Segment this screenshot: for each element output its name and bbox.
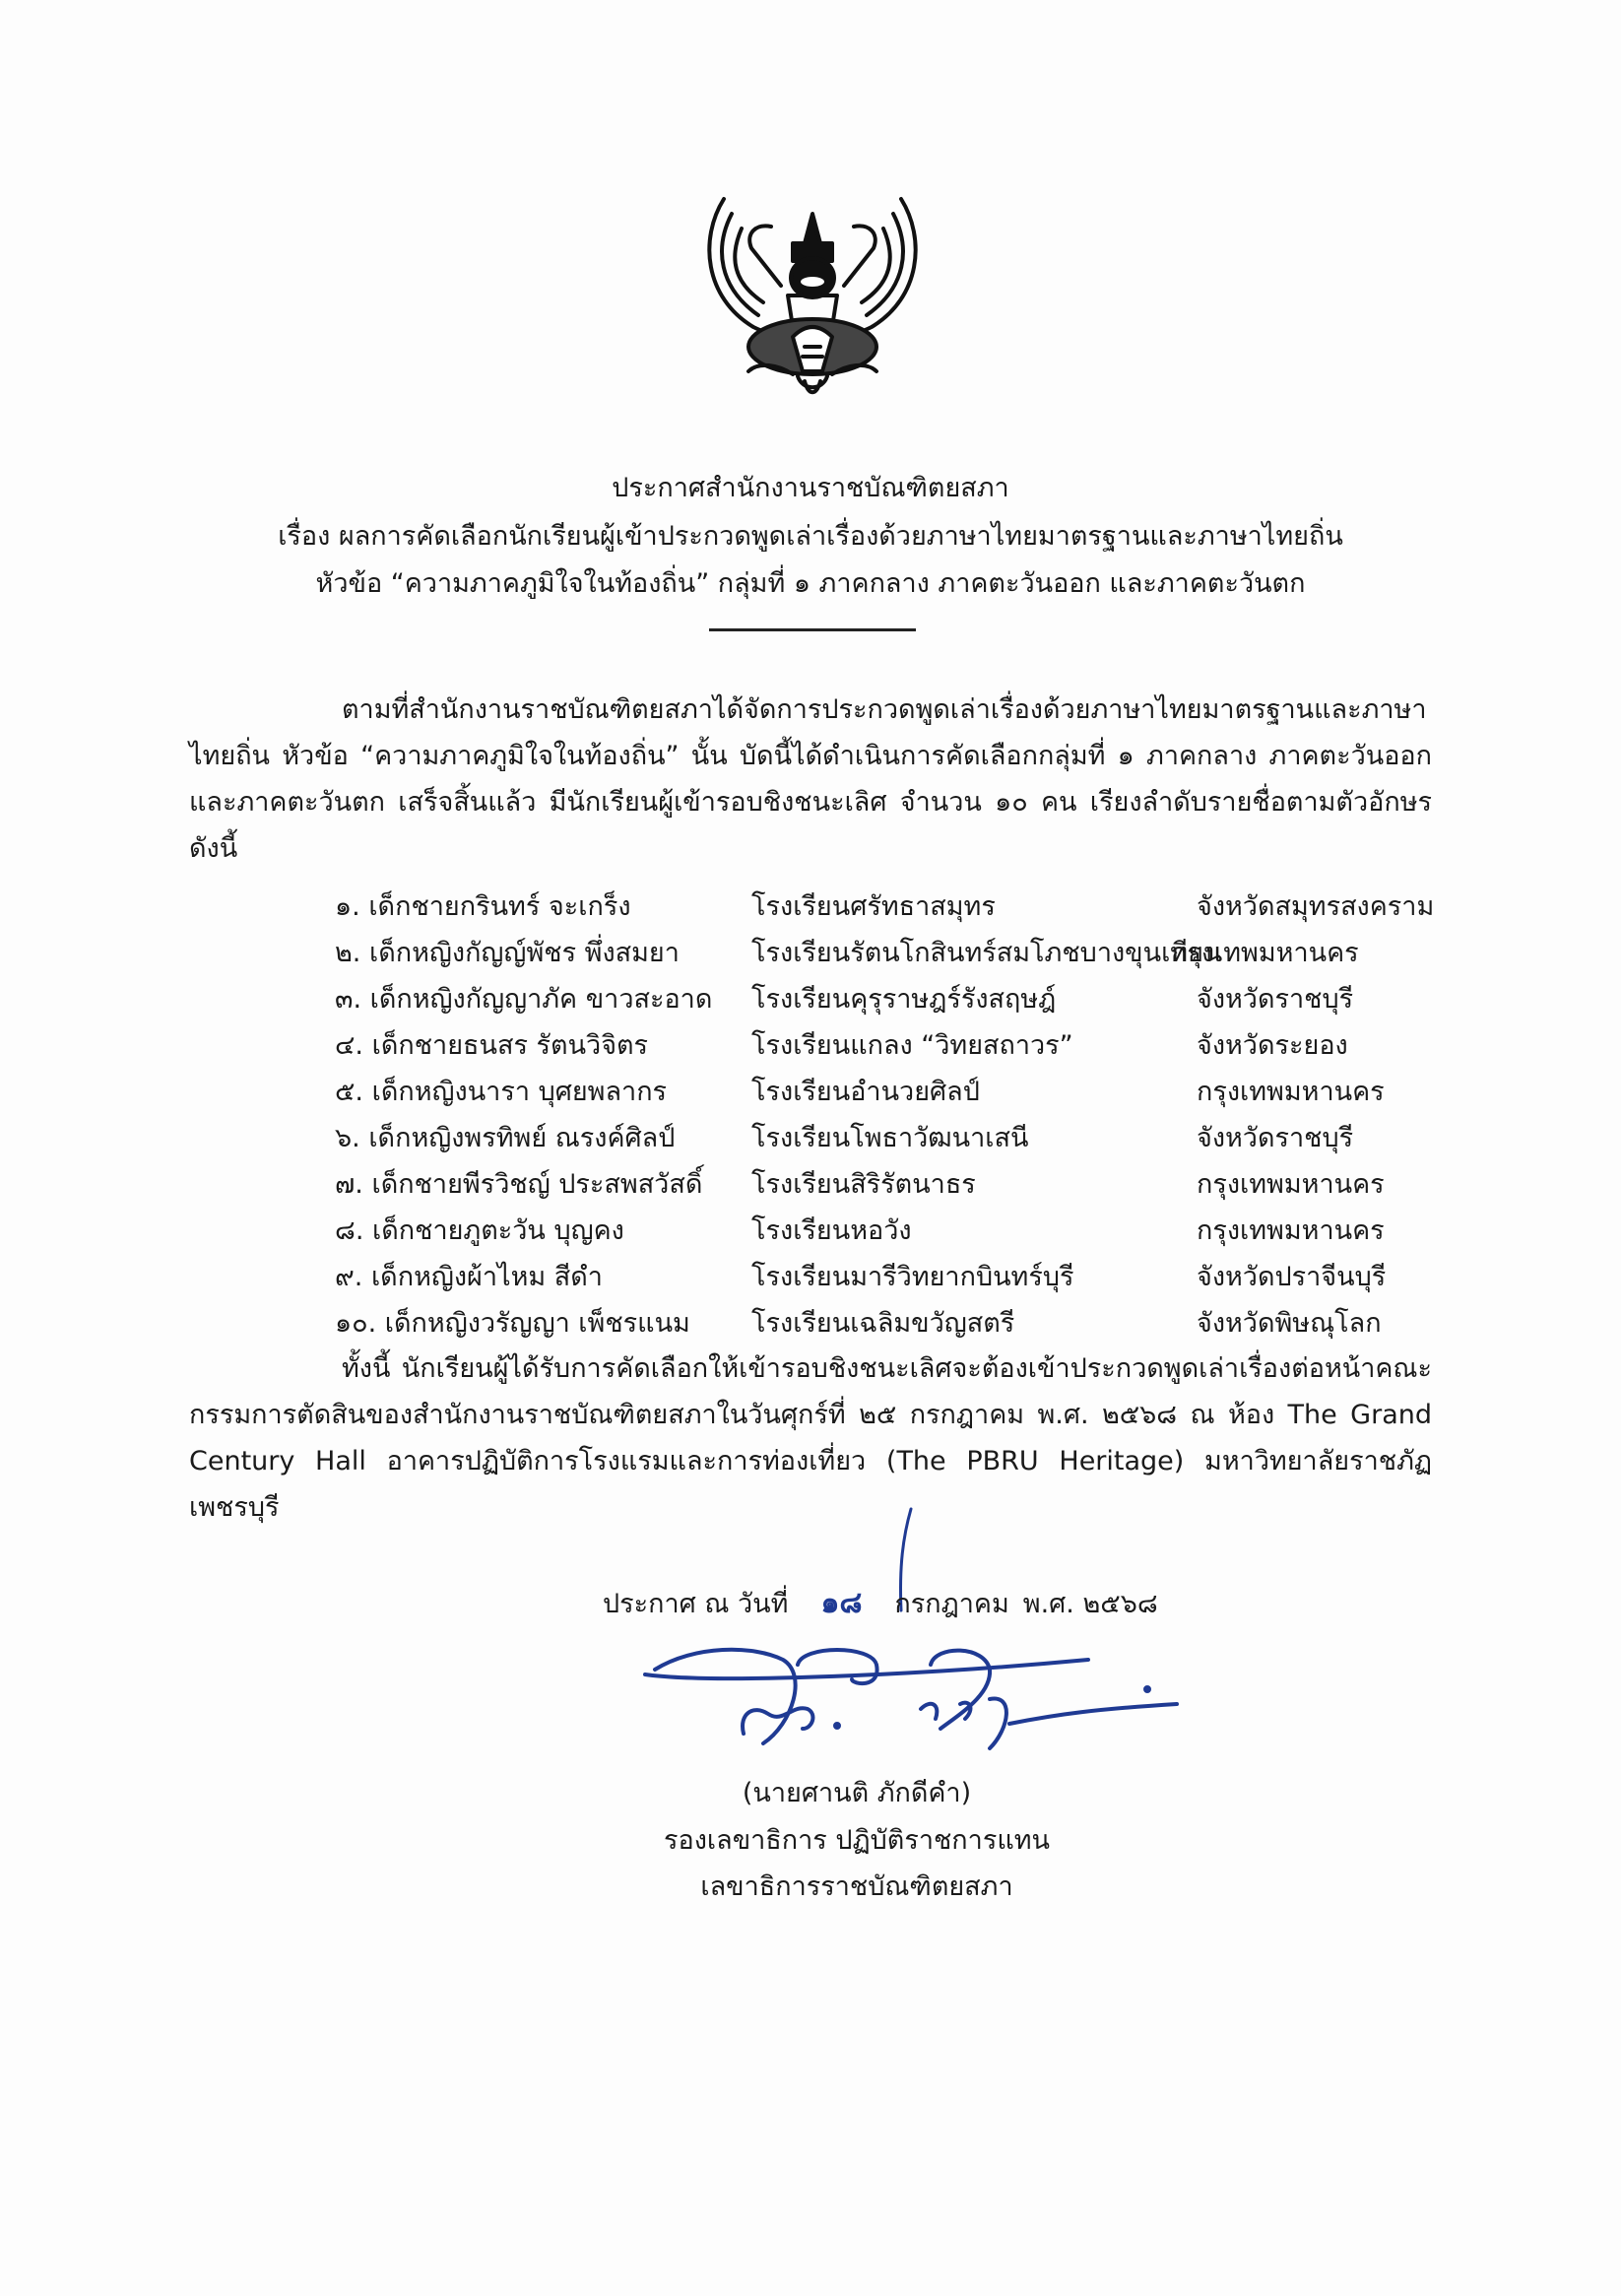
list-item	[335, 930, 1477, 976]
list-item	[335, 1254, 1477, 1300]
province: กรุงเทพมหานคร	[1197, 1077, 1385, 1107]
province: จังหวัดปราจีนบุรี	[1197, 1262, 1387, 1292]
list-item	[335, 1022, 1477, 1069]
item-number: ๑๐.	[335, 1308, 377, 1339]
announcement-subject: เรื่อง ผลการคัดเลือกนักเรียนผู้เข้าประกวดพูดเล่าเรื่องด้วยภาษาไทยมาตรฐานและภาษาไทยถิ่น	[278, 521, 1343, 552]
handwritten-day: ๑๘	[820, 1586, 863, 1620]
list-item	[335, 1208, 1477, 1254]
intro-paragraph-text: ตามที่สำนักงานราชบัณฑิตยสภาได้จัดการประกวดพูดเล่าเรื่องด้วยภาษาไทยมาตรฐานและภาษาไทยถิ่น หัวข้อ “ความภาคภูมิใจในท้องถิ่น” นั้น บัดนี้ได้ดำเนินการคัดเลือกกลุ่มที่ ๑ ภาคกลาง ภาคตะวันออก และภาคตะวันตก เสร็จสิ้นแล้ว มีนักเรียนผู้เข้ารอบชิงชนะเลิศ จำนวน ๑๐ คน เรียงลำดับรายชื่อตามตัวอักษร ดังนี้	[189, 694, 1432, 864]
signatory-name: (นายศานติ ภักดีคำ)	[742, 1778, 972, 1808]
title-divider	[709, 628, 916, 631]
item-number: ๕.	[335, 1077, 364, 1107]
student-name: เด็กหญิงกัญญ์พัชร พึ่งสมยา	[368, 938, 680, 968]
school-name: โรงเรียนเฉลิมขวัญสตรี	[751, 1308, 1015, 1339]
announcement-title: ประกาศสำนักงานราชบัณฑิตยสภา	[612, 473, 1009, 503]
item-number: ๔.	[335, 1030, 364, 1061]
province: จังหวัดสมุทรสงคราม	[1197, 891, 1435, 922]
province: จังหวัดราชบุรี	[1197, 984, 1354, 1015]
signatory-position: รองเลขาธิการ ปฏิบัติราชการแทน	[664, 1825, 1050, 1856]
date-prefix: ประกาศ ณ วันที่	[603, 1589, 789, 1619]
province: จังหวัดราชบุรี	[1197, 1123, 1354, 1153]
province: กรุงเทพมหานคร	[1197, 1169, 1385, 1200]
province: จังหวัดระยอง	[1197, 1030, 1348, 1061]
student-name: เด็กหญิงนารา บุศยพลากร	[371, 1077, 668, 1107]
item-number: ๑.	[335, 891, 360, 922]
province: กรุงเทพมหานคร	[1197, 1215, 1385, 1246]
closing-paragraph-text: ทั้งนี้ นักเรียนผู้ได้รับการคัดเลือกให้เข้ารอบชิงชนะเลิศจะต้องเข้าประกวดพูดเล่าเรื่องต่อหน้าคณะกรรมการตัดสินของสำนักงานราชบัณฑิตยสภาในวันศุกร์ที่ ๒๕ กรกฎาคม พ.ศ. ๒๕๖๘ ณ ห้อง The Grand Century Hall อาคารปฏิบัติการโรงแรมและการท่องเที่ยว (The PBRU Heritage) มหาวิทยาลัยราชภัฏเพชรบุรี	[189, 1353, 1432, 1523]
student-name: เด็กหญิงผ้าไหม สีดำ	[370, 1262, 603, 1292]
item-number: ๓.	[335, 984, 362, 1015]
garuda-emblem-icon	[694, 179, 931, 401]
school-name: โรงเรียนมารีวิทยากบินทร์บุรี	[751, 1262, 1074, 1292]
intro-paragraph	[189, 687, 1432, 872]
list-item	[335, 1161, 1477, 1208]
list-item	[335, 976, 1477, 1022]
school-name: โรงเรียนรัตนโกสินทร์สมโภชบางขุนเทียน	[751, 938, 1222, 968]
item-number: ๖.	[335, 1123, 360, 1153]
date-year: พ.ศ. ๒๕๖๘	[1022, 1589, 1158, 1619]
closing-paragraph	[189, 1345, 1432, 1531]
list-item	[335, 884, 1477, 930]
student-name: เด็กชายพีรวิชญ์ ประสพสวัสดิ์	[371, 1169, 703, 1200]
date-month: กรกฎาคม	[894, 1589, 1009, 1619]
student-name: เด็กหญิงวรัญญา เพ็ชรแนม	[384, 1308, 690, 1339]
list-item	[335, 1069, 1477, 1115]
province: กรุงเทพมหานคร	[1171, 938, 1359, 968]
province: จังหวัดพิษณุโลก	[1197, 1308, 1382, 1339]
student-name: เด็กชายภูตะวัน บุญคง	[372, 1215, 624, 1246]
item-number: ๗.	[335, 1169, 363, 1200]
item-number: ๙.	[335, 1262, 363, 1292]
student-name: เด็กหญิงพรทิพย์ ณรงค์ศิลป์	[368, 1123, 676, 1153]
list-item	[335, 1115, 1477, 1161]
school-name: โรงเรียนคุรุราษฎร์รังสฤษฎ์	[751, 984, 1057, 1015]
school-name: โรงเรียนโพธาวัฒนาเสนี	[751, 1123, 1029, 1153]
signature-icon	[635, 1635, 1187, 1753]
student-name: เด็กหญิงกัญญาภัค ขาวสะอาด	[369, 984, 713, 1015]
item-number: ๒.	[335, 938, 361, 968]
student-name: เด็กชายกรินทร์ จะเกร็ง	[368, 891, 631, 922]
student-name: เด็กชายธนสร รัตนวิจิตร	[371, 1030, 649, 1061]
announcement-topic: หัวข้อ “ความภาคภูมิใจในท้องถิ่น” กลุ่มที่ ๑ ภาคกลาง ภาคตะวันออก และภาคตะวันตก	[315, 568, 1306, 599]
signatory-office: เลขาธิการราชบัณฑิตยสภา	[700, 1871, 1013, 1902]
finalists-list	[335, 884, 1477, 1346]
school-name: โรงเรียนแกลง “วิทยสถาวร”	[751, 1030, 1073, 1061]
school-name: โรงเรียนอำนวยศิลป์	[751, 1077, 980, 1107]
school-name: โรงเรียนศรัทธาสมุทร	[751, 891, 996, 922]
school-name: โรงเรียนหอวัง	[751, 1215, 912, 1246]
announcement-date	[603, 1584, 1158, 1624]
item-number: ๘.	[335, 1215, 364, 1246]
list-item	[335, 1300, 1477, 1346]
school-name: โรงเรียนสิริรัตนาธร	[751, 1169, 976, 1200]
